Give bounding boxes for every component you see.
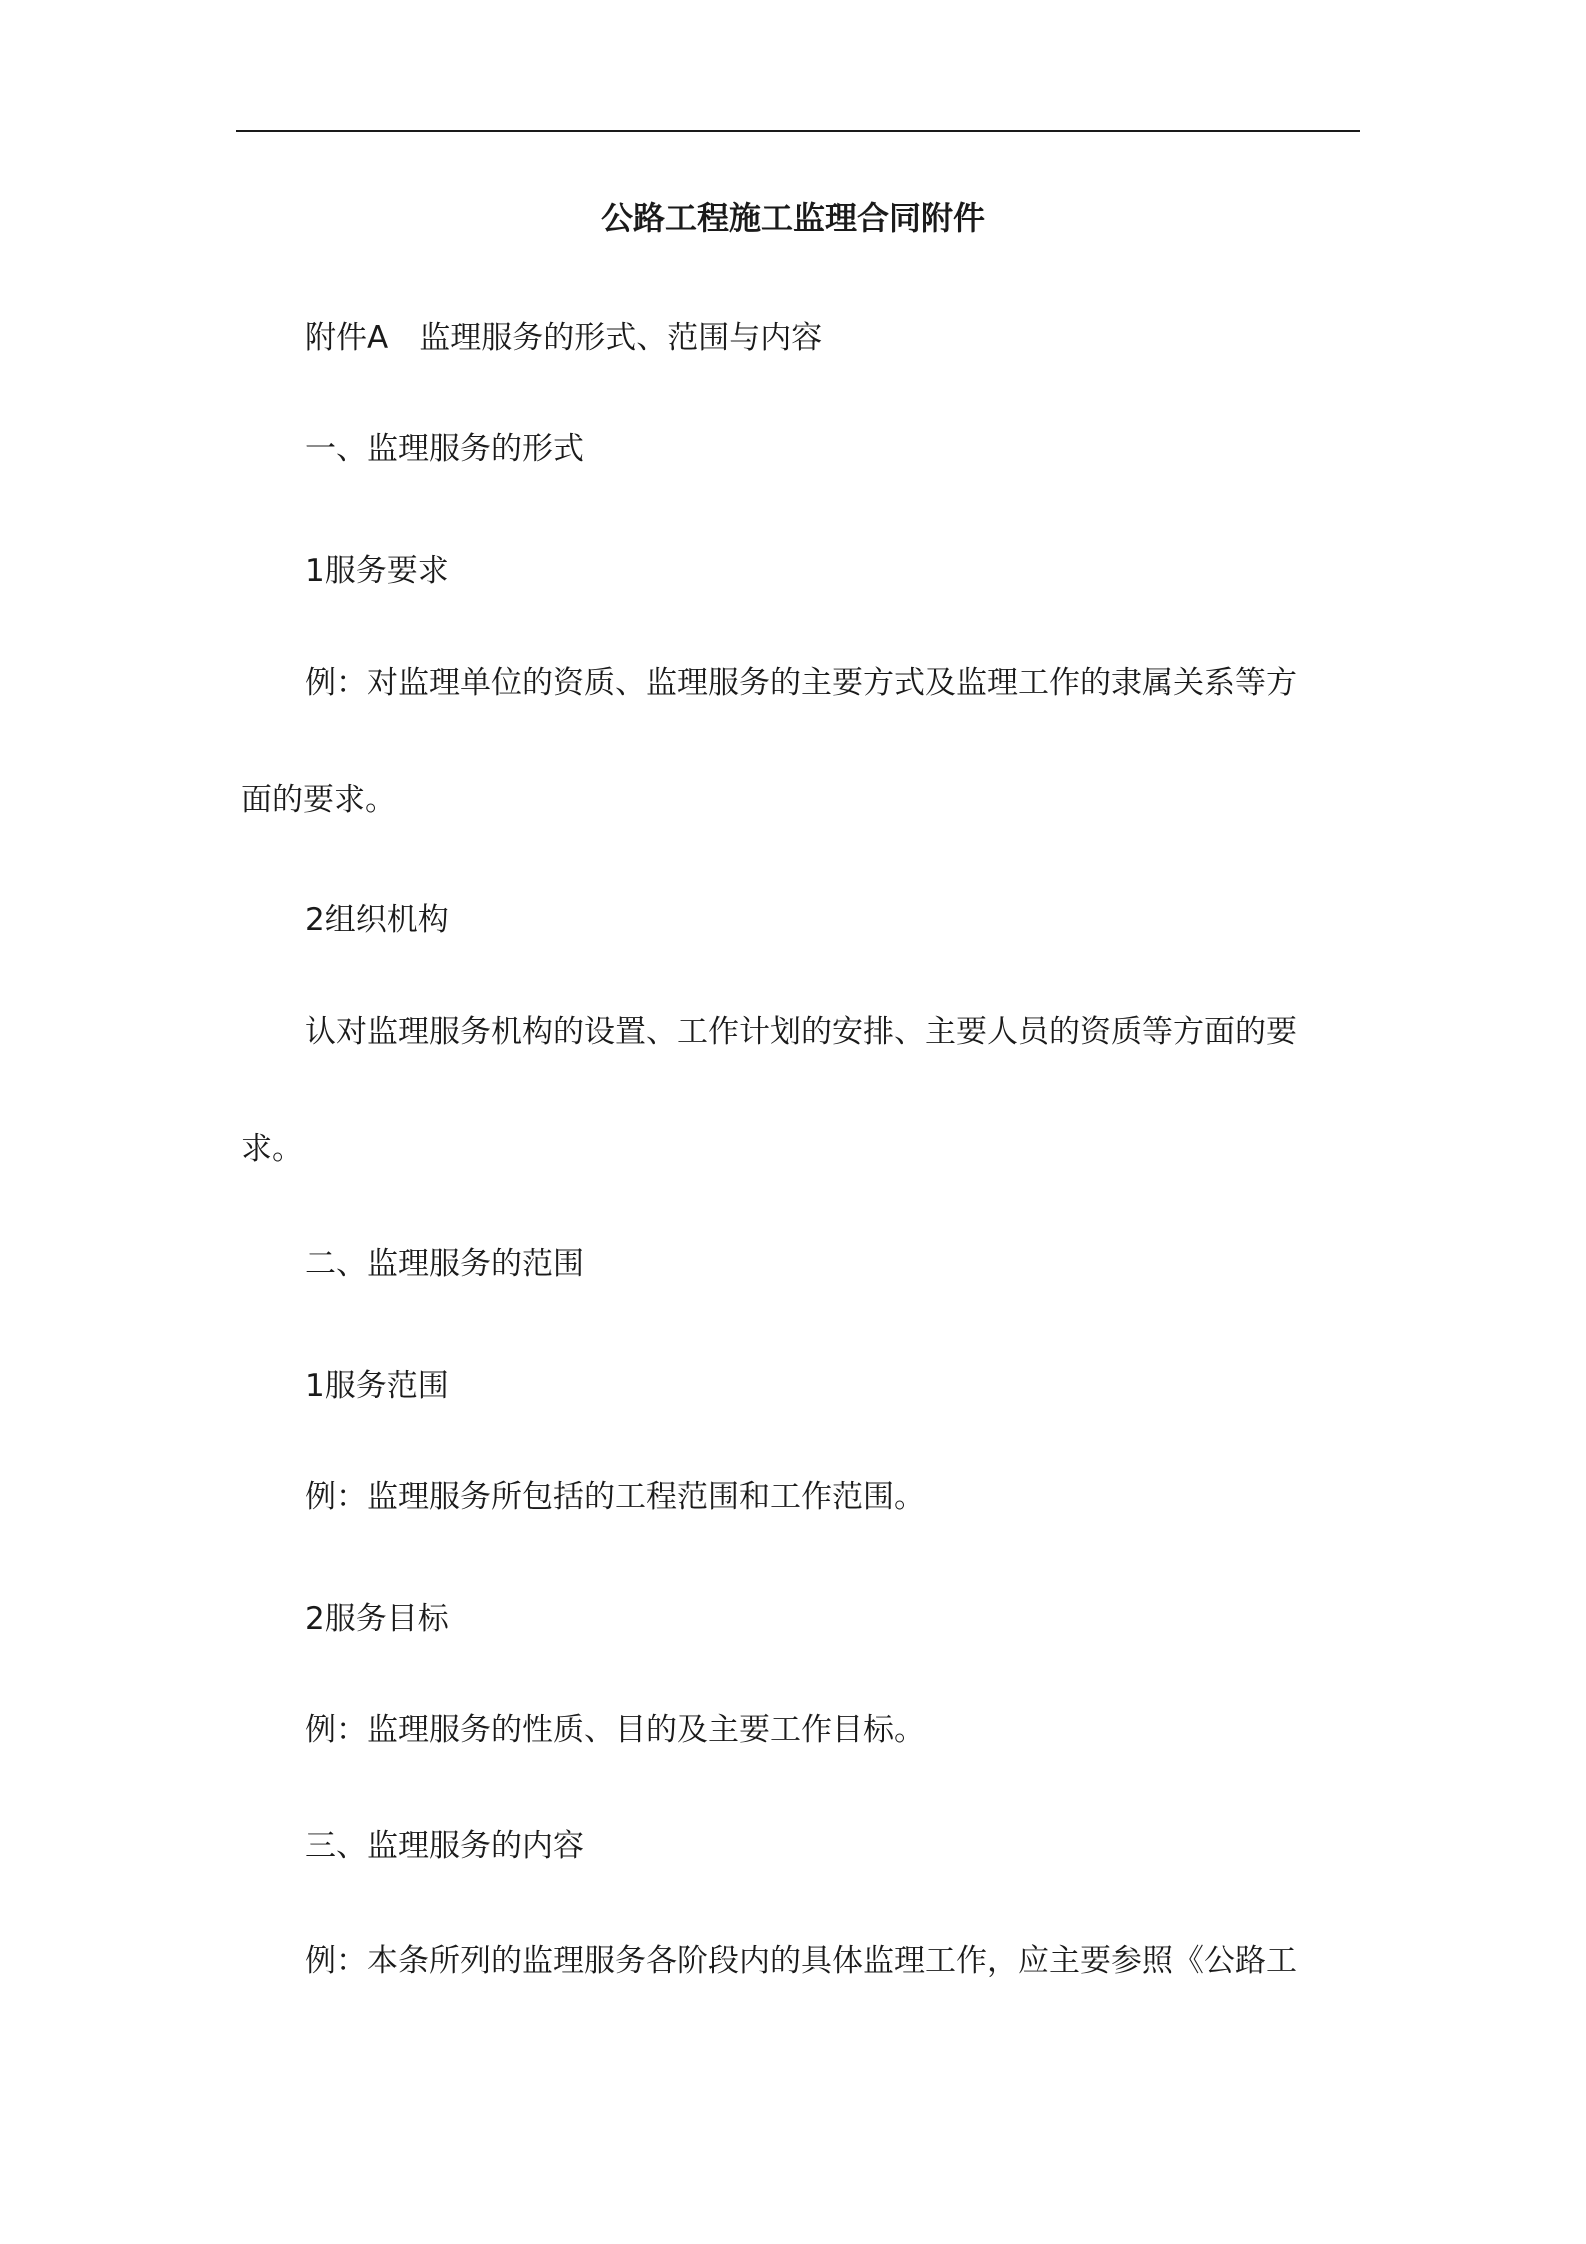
body-paragraph: 认对监理服务机构的设置、工作计划的安排、主要人员的资质等方面的要 (305, 1014, 1297, 1050)
body-paragraph: 例：本条所列的监理服务各阶段内的具体监理工作，应主要参照《公路工 (305, 1943, 1297, 1979)
section-heading-1: 一、监理服务的形式 (305, 431, 584, 467)
subsection-heading: 2组织机构 (305, 902, 449, 938)
subsection-heading: 1服务范围 (305, 1368, 449, 1404)
subsection-heading: 2服务目标 (305, 1601, 449, 1637)
body-paragraph: 例：对监理单位的资质、监理服务的主要方式及监理工作的隶属关系等方 (305, 665, 1297, 701)
subsection-heading: 1服务要求 (305, 553, 449, 589)
body-paragraph: 例：监理服务的性质、目的及主要工作目标。 (305, 1712, 925, 1748)
document-title: 公路工程施工监理合同附件 (600, 199, 985, 237)
body-paragraph-continuation: 求。 (241, 1131, 303, 1167)
section-heading-2: 二、监理服务的范围 (305, 1246, 584, 1282)
body-paragraph: 例：监理服务所包括的工程范围和工作范围。 (305, 1479, 925, 1515)
body-paragraph-continuation: 面的要求。 (241, 782, 396, 818)
header-rule (236, 130, 1360, 132)
annex-heading: 附件A 监理服务的形式、范围与内容 (305, 320, 823, 356)
section-heading-3: 三、监理服务的内容 (305, 1828, 584, 1864)
